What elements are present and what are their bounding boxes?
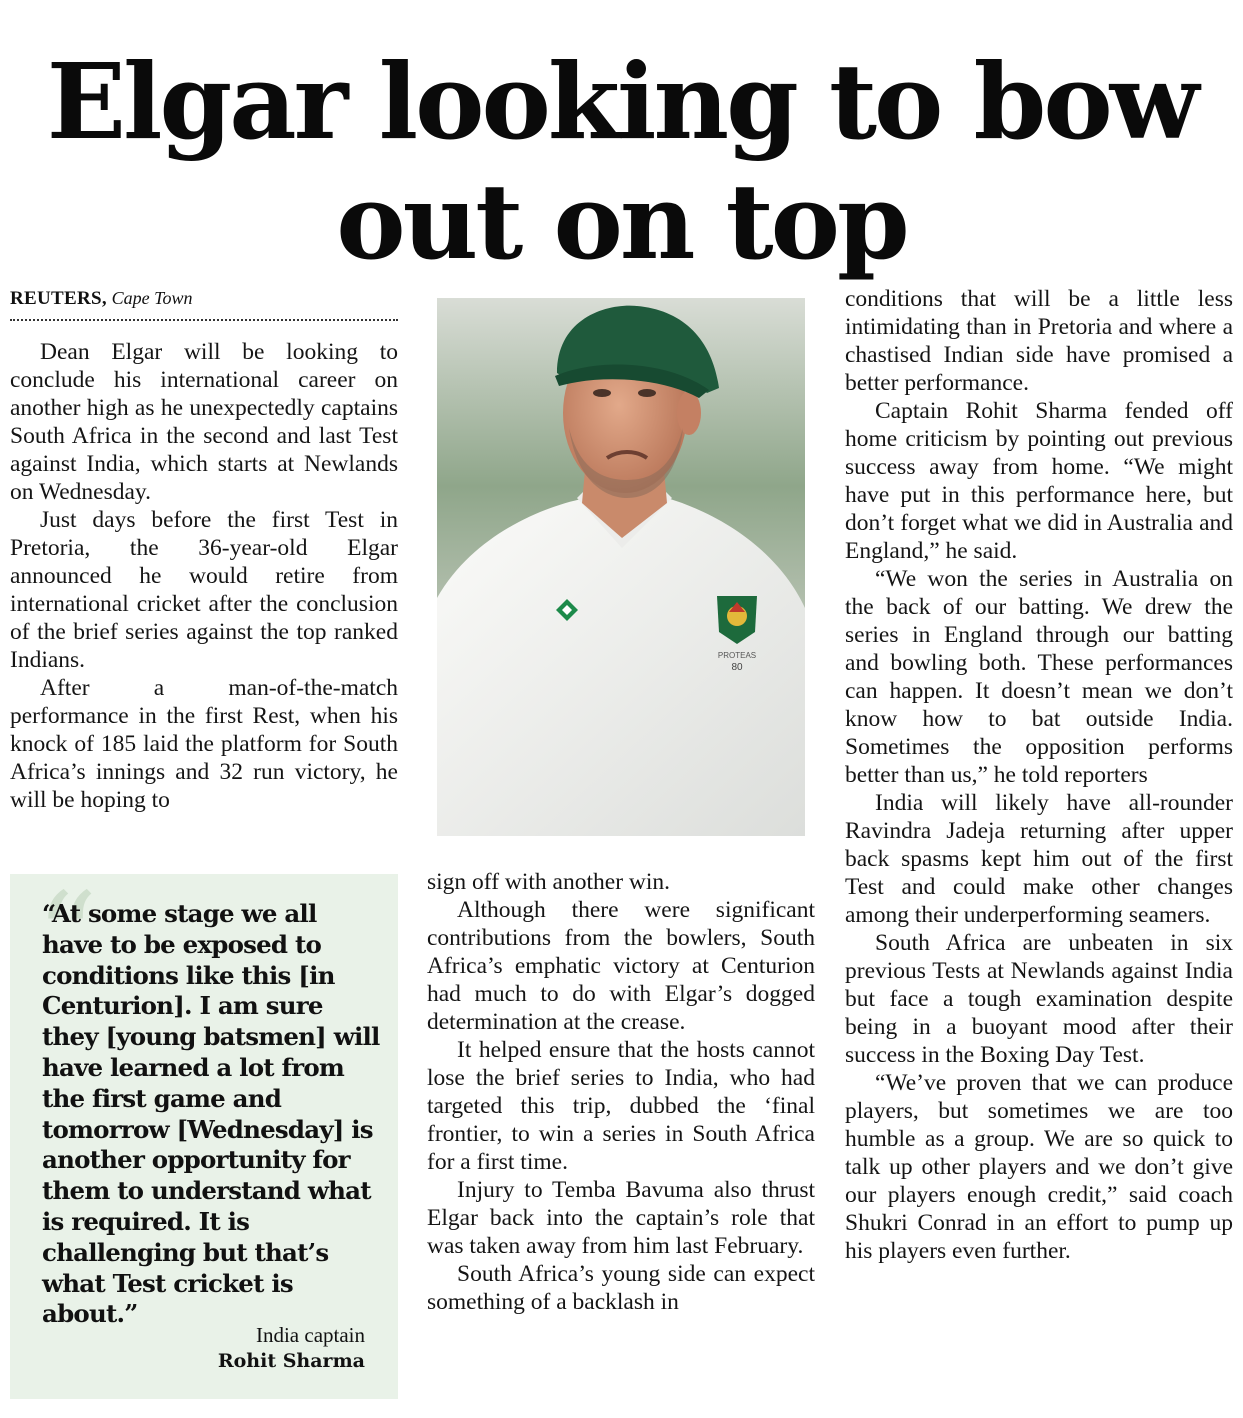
paragraph: South Africa are unbeaten in six previous Tests at Newlands against India but face a tough examination despite being in a buoyant mood after their success in the Boxing Day Test.	[845, 930, 1233, 1068]
paragraph: Just days before the first Test in Pretoria, the 36-year-old Elgar announced he would retire from international cricket after the conclusion of the brief series against the top ranked Indians.	[10, 507, 398, 673]
badge-label: PROTEAS	[717, 651, 757, 660]
paragraph: sign off with another win.	[427, 869, 671, 895]
paragraph: South Africa’s young side can expect something of a backlash in	[427, 1261, 815, 1315]
paragraph: “We won the series in Australia on the back of our batting. We drew the series in England through our batting and bowling both. These performances can happen. It doesn’t mean we don’t know how to bat outside India. Sometimes the opposition performs better than us,” he told reporters	[845, 566, 1233, 788]
paragraph: Dean Elgar will be looking to conclude his international career on another high as he unexpectedly captains South Africa in the second and last Test against India, which starts at Newlands on Wednesday.	[10, 339, 398, 505]
pull-quote-name: Rohit Sharma	[217, 1350, 365, 1372]
quote-mark-icon: “	[36, 868, 98, 1007]
byline	[10, 286, 398, 321]
byline-place: Cape Town	[111, 288, 193, 308]
paragraph: Although there were significant contributions from the bowlers, South Africa’s emphatic victory at Centurion had much to do with Elgar’s dogged determination at the crease.	[427, 897, 815, 1035]
pull-quote-role: India captain	[255, 1323, 365, 1347]
paragraph: After a man-of-the-match performance in the first Rest, when his knock of 185 laid the platform for South Africa’s innings and 32 run victory, he will be hoping to	[10, 675, 398, 813]
byline-agency: REUTERS,	[10, 288, 107, 309]
article-column-2	[427, 868, 815, 1316]
paragraph: Captain Rohit Sharma fended off home criticism by pointing out previous success away from home. “We might have put in this performance here, but don’t forget what we did in Australia and England,” he said.	[845, 398, 1233, 564]
paragraph: conditions that will be a little less intimidating than in Pretoria and where a chastised Indian side have promised a better performance.	[845, 286, 1233, 396]
paragraph: It helped ensure that the hosts cannot lose the brief series to India, who had targeted this trip, dubbed the ‘final frontier, to win a series in South Africa for a first time.	[427, 1037, 815, 1175]
paragraph: Injury to Temba Bavuma also thrust Elgar back into the captain’s role that was taken away from him last February.	[427, 1177, 815, 1259]
article-column-3	[845, 285, 1233, 1265]
badge-number: 80	[731, 662, 743, 673]
paragraph: “We’ve proven that we can produce players, but sometimes we are too humble as a group. We are so quick to talk up other players and we don’t give our players enough credit,” said coach Shukri Conrad in an effort to pump up his players even further.	[845, 1070, 1233, 1264]
pull-quote-text: “At some stage we all have to be exposed to conditions like this [in Centurion]. I am sure they [young batsmen] will have learned a lot from the first game and tomorrow [Wednesday] is another opportunity for them to understand what is required. It is challenging but that’s what Test cricket is about.”	[42, 899, 380, 1329]
pull-quote	[10, 868, 398, 1399]
paragraph: India will likely have all-rounder Ravindra Jadeja returning after upper back spasms kept him out of the first Test and could make other changes among their underperforming seamers.	[845, 790, 1233, 928]
player-photo	[437, 298, 805, 836]
headline: Elgar looking to bow out on top	[46, 40, 1197, 283]
article-column-1	[10, 338, 398, 814]
